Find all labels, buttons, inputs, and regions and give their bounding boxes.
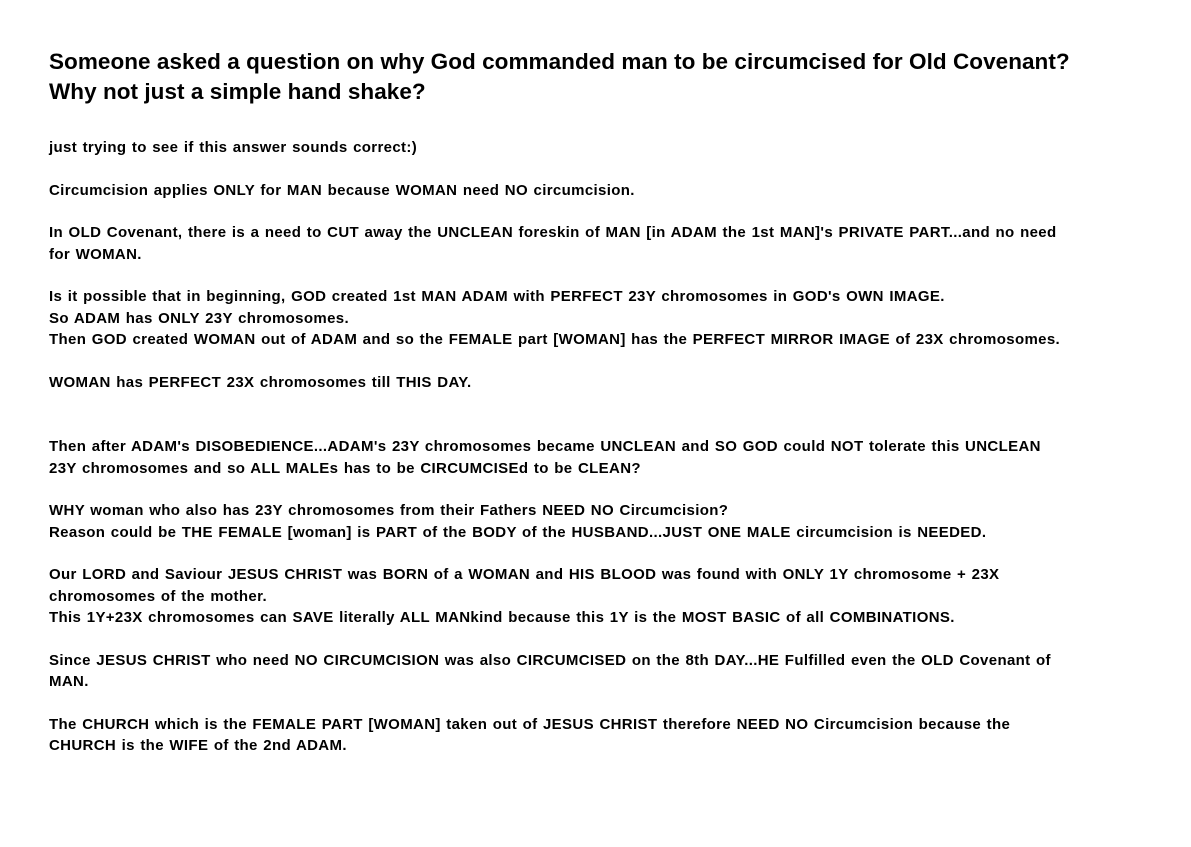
document-title xyxy=(49,47,1159,107)
paragraph-disobedience xyxy=(49,436,1159,479)
text-line: Then after ADAM's DISOBEDIENCE...ADAM's 23Y chromosomes became UNCLEAN and SO GOD could NOT tolerate this UNCLEAN xyxy=(49,438,1041,455)
document xyxy=(49,47,1159,778)
text-line: So ADAM has ONLY 23Y chromosomes. xyxy=(49,309,349,327)
text-line: The CHURCH which is the FEMALE PART [WOMAN] taken out of JESUS CHRIST therefore NEED NO Circumcision because the xyxy=(49,715,1011,733)
text-line: Since JESUS CHRIST who need NO CIRCUMCISION was also CIRCUMCISED on the 8th DAY...HE Fulfilled even the OLD Covenant of xyxy=(49,651,1051,669)
text-line: for WOMAN. xyxy=(49,245,142,263)
text-line: This 1Y+23X chromosomes can SAVE literally ALL MANkind because this 1Y is the MOST BASIC of all COMBINATIONS. xyxy=(49,609,955,626)
text-line: Is it possible that in beginning, GOD created 1st MAN ADAM with PERFECT 23Y chromosomes in GOD's OWN IMAGE. xyxy=(49,288,945,305)
title-line-2: Why not just a simple hand shake? xyxy=(49,79,426,104)
paragraph-intro xyxy=(49,137,1159,159)
text-line: WOMAN has PERFECT 23X chromosomes till THIS DAY. xyxy=(49,373,472,391)
paragraph-why-woman xyxy=(49,500,1159,543)
text-line: In OLD Covenant, there is a need to CUT away the UNCLEAN foreskin of MAN [in ADAM the 1st MAN]'s PRIVATE PART...and no need xyxy=(49,224,1057,241)
paragraph-creation xyxy=(49,286,1159,351)
text-line: Our LORD and Saviour JESUS CHRIST was BORN of a WOMAN and HIS BLOOD was found with ONLY 1Y chromosome + 23X xyxy=(49,566,1000,583)
paragraph-old-covenant xyxy=(49,222,1159,265)
text-line: 23Y chromosomes and so ALL MALEs has to be CIRCUMCISEd to be CLEAN? xyxy=(49,459,641,477)
text-line: just trying to see if this answer sounds correct:) xyxy=(49,139,418,156)
text-line: MAN. xyxy=(49,673,89,690)
text-line: WHY woman who also has 23Y chromosomes from their Fathers NEED NO Circumcision? xyxy=(49,502,729,519)
text-line: Then GOD created WOMAN out of ADAM and so the FEMALE part [WOMAN] has the PERFECT MIRROR IMAGE of 23X chromosomes. xyxy=(49,331,1061,348)
text-line: Circumcision applies ONLY for MAN because WOMAN need NO circumcision. xyxy=(49,181,635,199)
text-line: Reason could be THE FEMALE [woman] is PART of the BODY of the HUSBAND...JUST ONE MALE circumcision is NEEDED. xyxy=(49,523,987,541)
paragraph-eighth-day xyxy=(49,650,1159,693)
text-line: CHURCH is the WIFE of the 2nd ADAM. xyxy=(49,737,347,754)
title-line-1: Someone asked a question on why God commanded man to be circumcised for Old Covenant? xyxy=(49,49,1070,74)
text-line: chromosomes of the mother. xyxy=(49,587,267,605)
paragraph-church xyxy=(49,714,1159,757)
paragraph-circumcision-applies xyxy=(49,180,1159,202)
paragraph-woman-chromosomes xyxy=(49,372,1159,394)
paragraph-jesus-blood xyxy=(49,564,1159,629)
